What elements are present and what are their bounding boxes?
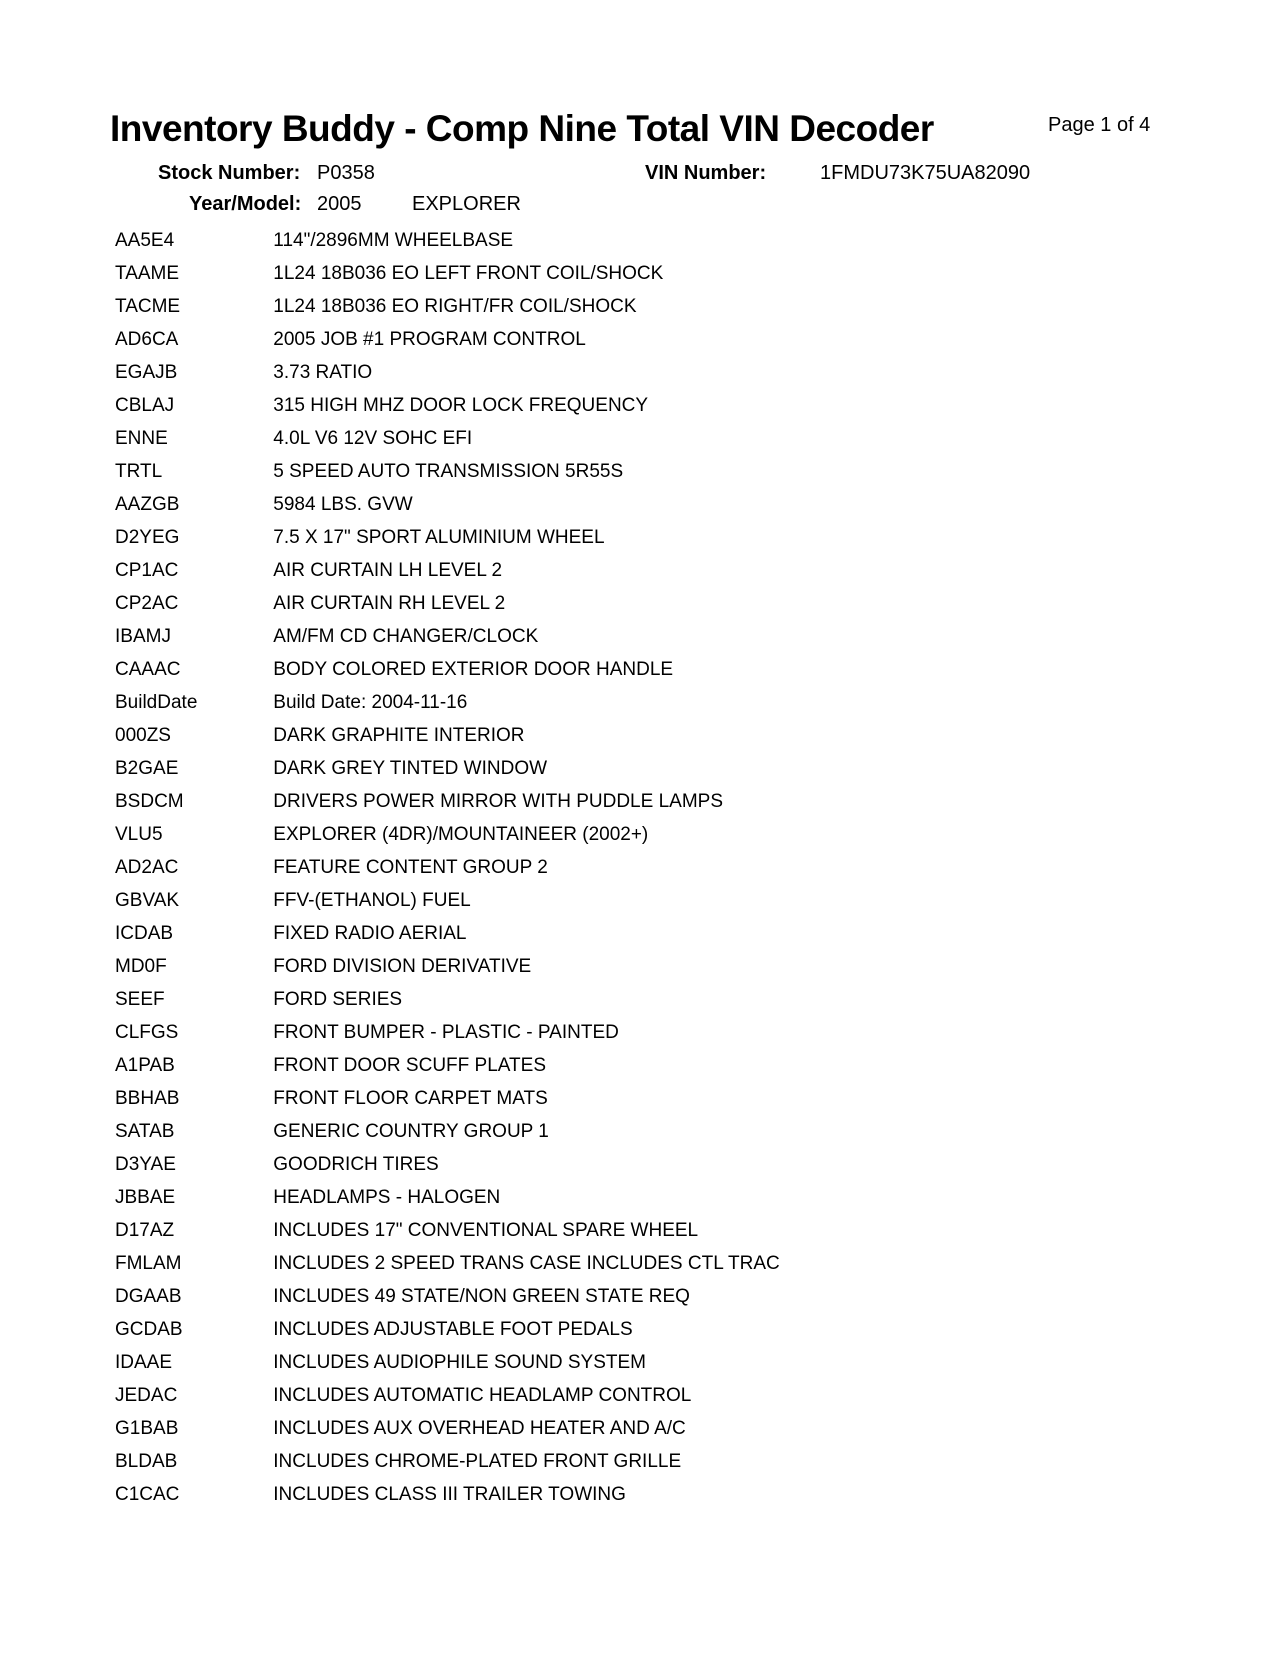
option-code: D3YAE <box>115 1154 176 1175</box>
option-description: AIR CURTAIN RH LEVEL 2 <box>273 593 506 614</box>
option-code: CBLAJ <box>115 395 175 416</box>
option-description: Build Date: 2004-11-16 <box>273 692 468 713</box>
option-code: BuildDate <box>115 692 198 713</box>
option-description: DRIVERS POWER MIRROR WITH PUDDLE LAMPS <box>273 791 723 812</box>
option-description: DARK GREY TINTED WINDOW <box>273 758 548 779</box>
option-description: FRONT FLOOR CARPET MATS <box>273 1088 548 1109</box>
table-row <box>115 422 1195 455</box>
option-description: EXPLORER (4DR)/MOUNTAINEER (2002+) <box>273 824 649 845</box>
option-code: ICDAB <box>115 923 174 944</box>
option-description: GOODRICH TIRES <box>273 1154 439 1175</box>
table-row <box>115 1445 1195 1478</box>
table-row <box>115 554 1195 587</box>
option-description: FEATURE CONTENT GROUP 2 <box>273 857 548 878</box>
option-description: HEADLAMPS - HALOGEN <box>273 1187 501 1208</box>
option-code: D2YEG <box>115 527 180 548</box>
table-row <box>115 356 1195 389</box>
option-code: CLFGS <box>115 1022 179 1043</box>
table-row <box>115 587 1195 620</box>
option-description: INCLUDES ADJUSTABLE FOOT PEDALS <box>273 1319 633 1340</box>
option-code: B2GAE <box>115 758 179 779</box>
table-row <box>115 1346 1195 1379</box>
option-description: DARK GRAPHITE INTERIOR <box>273 725 525 746</box>
year-value: 2005 <box>317 193 362 215</box>
model-value: EXPLORER <box>412 193 521 215</box>
option-description: FRONT BUMPER - PLASTIC - PAINTED <box>273 1022 619 1043</box>
option-code: A1PAB <box>115 1055 175 1076</box>
option-description: 315 HIGH MHZ DOOR LOCK FREQUENCY <box>273 395 649 416</box>
option-code: CP1AC <box>115 560 179 581</box>
option-description: FORD SERIES <box>273 989 403 1010</box>
option-code: C1CAC <box>115 1484 180 1505</box>
option-code: BLDAB <box>115 1451 178 1472</box>
option-code: MD0F <box>115 956 167 977</box>
option-description: FRONT DOOR SCUFF PLATES <box>273 1055 546 1076</box>
option-description: 1L24 18B036 EO LEFT FRONT COIL/SHOCK <box>273 263 664 284</box>
table-row <box>115 1313 1195 1346</box>
stock-number-value: P0358 <box>317 162 375 184</box>
table-row <box>115 290 1195 323</box>
option-code: 000ZS <box>115 725 171 746</box>
option-code: ENNE <box>115 428 168 449</box>
table-row <box>115 653 1195 686</box>
table-row <box>115 785 1195 818</box>
table-row <box>115 488 1195 521</box>
option-description: 7.5 X 17" SPORT ALUMINIUM WHEEL <box>273 527 605 548</box>
table-row <box>115 719 1195 752</box>
table-row <box>115 917 1195 950</box>
option-description: INCLUDES 2 SPEED TRANS CASE INCLUDES CTL TRAC <box>273 1253 780 1274</box>
option-code: JBBAE <box>115 1187 176 1208</box>
option-description: AIR CURTAIN LH LEVEL 2 <box>273 560 503 581</box>
page-title: Inventory Buddy - Comp Nine Total VIN Decoder <box>110 108 934 149</box>
stock-number-label: Stock Number: <box>158 162 301 184</box>
option-code: JEDAC <box>115 1385 178 1406</box>
option-description: INCLUDES CLASS III TRAILER TOWING <box>273 1484 626 1505</box>
table-row <box>115 1049 1195 1082</box>
option-code: SATAB <box>115 1121 175 1142</box>
table-row <box>115 224 1195 257</box>
option-description: 3.73 RATIO <box>273 362 373 383</box>
table-row <box>115 983 1195 1016</box>
table-row <box>115 752 1195 785</box>
table-row <box>115 884 1195 917</box>
option-code: AAZGB <box>115 494 180 515</box>
option-description: AM/FM CD CHANGER/CLOCK <box>273 626 539 647</box>
option-description: INCLUDES CHROME-PLATED FRONT GRILLE <box>273 1451 682 1472</box>
option-description: FIXED RADIO AERIAL <box>273 923 467 944</box>
year-model-label: Year/Model: <box>189 193 302 215</box>
table-row <box>115 1280 1195 1313</box>
table-row <box>115 323 1195 356</box>
option-code: TRTL <box>115 461 163 482</box>
table-row <box>115 1379 1195 1412</box>
option-description: INCLUDES 49 STATE/NON GREEN STATE REQ <box>273 1286 690 1307</box>
table-row <box>115 1181 1195 1214</box>
option-description: 114"/2896MM WHEELBASE <box>273 230 514 251</box>
option-description: 2005 JOB #1 PROGRAM CONTROL <box>273 329 586 350</box>
option-code: GCDAB <box>115 1319 183 1340</box>
option-code: FMLAM <box>115 1253 182 1274</box>
option-code: TAAME <box>115 263 180 284</box>
table-row <box>115 257 1195 290</box>
option-description: INCLUDES AUDIOPHILE SOUND SYSTEM <box>273 1352 646 1373</box>
option-description: FFV-(ETHANOL) FUEL <box>273 890 471 911</box>
option-description: 4.0L V6 12V SOHC EFI <box>273 428 473 449</box>
option-description: 5984 LBS. GVW <box>273 494 413 515</box>
table-row <box>115 818 1195 851</box>
table-row <box>115 1247 1195 1280</box>
option-description: 5 SPEED AUTO TRANSMISSION 5R55S <box>273 461 624 482</box>
options-list <box>115 224 1195 1511</box>
option-code: AA5E4 <box>115 230 175 251</box>
vin-number-label: VIN Number: <box>645 162 767 184</box>
option-code: D17AZ <box>115 1220 175 1241</box>
option-code: IDAAE <box>115 1352 173 1373</box>
option-code: BBHAB <box>115 1088 180 1109</box>
table-row <box>115 1148 1195 1181</box>
table-row <box>115 1115 1195 1148</box>
option-code: G1BAB <box>115 1418 179 1439</box>
table-row <box>115 389 1195 422</box>
table-row <box>115 521 1195 554</box>
option-code: TACME <box>115 296 181 317</box>
table-row <box>115 851 1195 884</box>
option-code: CAAAC <box>115 659 181 680</box>
option-description: 1L24 18B036 EO RIGHT/FR COIL/SHOCK <box>273 296 637 317</box>
option-code: SEEF <box>115 989 165 1010</box>
table-row <box>115 950 1195 983</box>
option-description: BODY COLORED EXTERIOR DOOR HANDLE <box>273 659 674 680</box>
option-description: FORD DIVISION DERIVATIVE <box>273 956 532 977</box>
table-row <box>115 1412 1195 1445</box>
vin-number-value: 1FMDU73K75UA82090 <box>820 162 1031 184</box>
option-code: VLU5 <box>115 824 163 845</box>
option-code: IBAMJ <box>115 626 171 647</box>
option-code: CP2AC <box>115 593 179 614</box>
table-row <box>115 455 1195 488</box>
option-code: BSDCM <box>115 791 184 812</box>
option-code: DGAAB <box>115 1286 182 1307</box>
table-row <box>115 1016 1195 1049</box>
option-code: EGAJB <box>115 362 178 383</box>
option-description: INCLUDES AUTOMATIC HEADLAMP CONTROL <box>273 1385 692 1406</box>
table-row <box>115 1082 1195 1115</box>
page-indicator: Page 1 of 4 <box>1048 114 1151 136</box>
option-description: INCLUDES AUX OVERHEAD HEATER AND A/C <box>273 1418 686 1439</box>
option-code: AD2AC <box>115 857 179 878</box>
option-description: GENERIC COUNTRY GROUP 1 <box>273 1121 549 1142</box>
option-description: INCLUDES 17" CONVENTIONAL SPARE WHEEL <box>273 1220 699 1241</box>
option-code: GBVAK <box>115 890 180 911</box>
table-row <box>115 620 1195 653</box>
table-row <box>115 686 1195 719</box>
table-row <box>115 1478 1195 1511</box>
table-row <box>115 1214 1195 1247</box>
option-code: AD6CA <box>115 329 179 350</box>
